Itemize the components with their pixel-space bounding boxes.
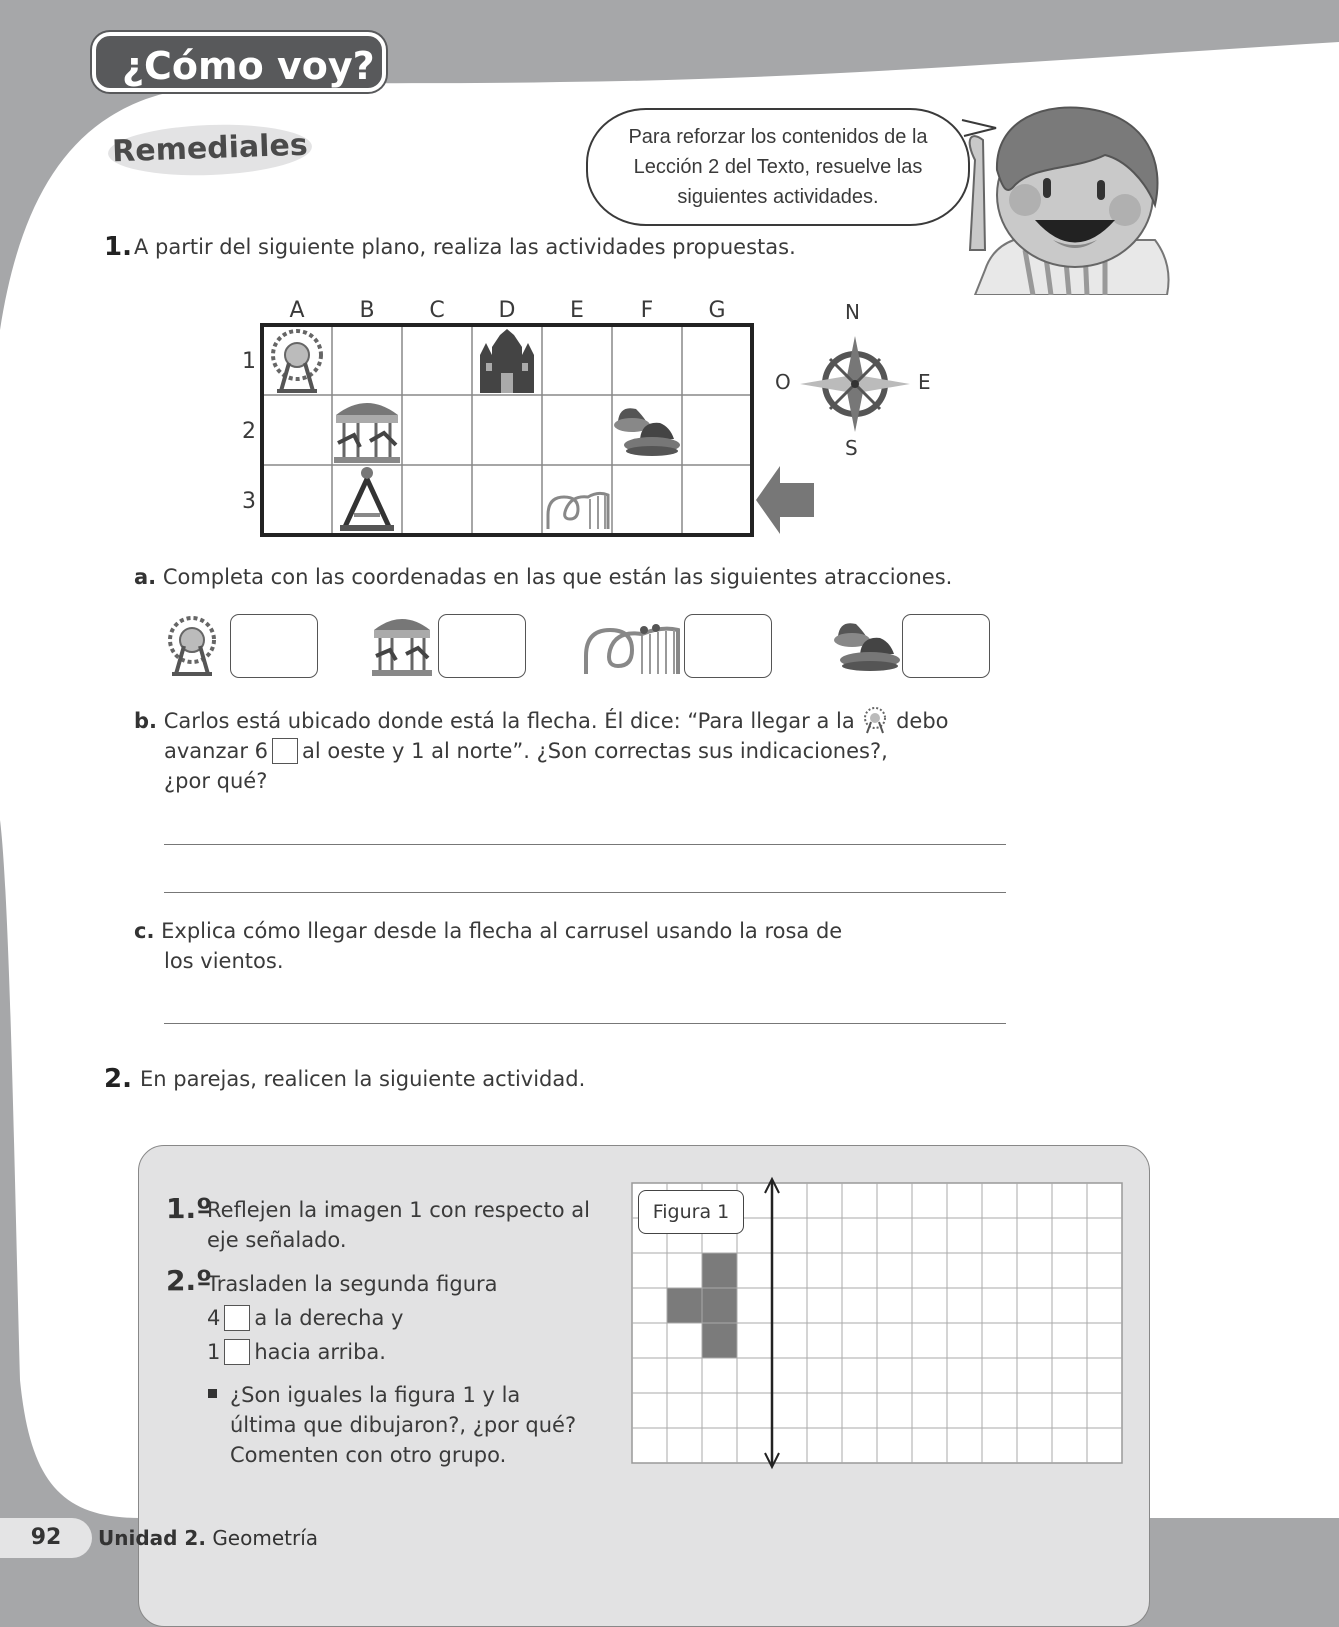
castle-icon [480, 329, 534, 393]
question-1b-line2b: al oeste y 1 al norte”. ¿Son correctas sus indicaciones?, [302, 739, 888, 763]
boy-illustration-icon [955, 100, 1195, 295]
question-2-number: 2. [104, 1064, 132, 1094]
column-label-D: D [498, 298, 516, 323]
figure-1-cell [667, 1288, 702, 1323]
answer-line-1b-1[interactable] [164, 844, 1006, 845]
roller-coaster-icon [582, 616, 682, 676]
footer-unit [98, 1518, 318, 1558]
answer-line-1b-2[interactable] [164, 892, 1006, 893]
step-2-line3-num: 1 [207, 1340, 221, 1364]
question-1b-line1: Carlos está ubicado donde está la flecha. Él dice: “Para llegar a la [163, 709, 855, 733]
bullet-line1: ¿Son iguales la figura 1 y la [230, 1383, 521, 1407]
figure-1-label: Figura 1 [638, 1190, 744, 1234]
start-arrow-icon [756, 466, 814, 534]
question-1b-line2a: avanzar 6 [164, 739, 269, 763]
answer-box-carousel[interactable] [438, 614, 526, 678]
step-1-number: 1.º [166, 1192, 212, 1225]
step-bullet-text [230, 1380, 576, 1470]
carousel-icon [370, 612, 434, 676]
page-title: ¿Cómo voy? [92, 32, 386, 92]
footer-unit-name: Unidad 2 [98, 1526, 199, 1550]
step-2-line2-text: a la derecha y [254, 1306, 404, 1330]
figure-1-cell [702, 1323, 737, 1358]
step-2-number: 2.º [166, 1264, 212, 1297]
speech-bubble [586, 108, 970, 226]
column-label-E: E [570, 298, 584, 323]
bullet-line3: Comenten con otro grupo. [230, 1443, 507, 1467]
attractions-map [225, 290, 825, 540]
footer-topic: Geometría [212, 1526, 319, 1550]
question-1b-label: b. [134, 709, 158, 733]
column-label-B: B [359, 298, 375, 323]
question-1a [134, 562, 952, 592]
figure-1-cell [702, 1253, 737, 1288]
unit-square-icon [272, 738, 298, 764]
figure-1-cell [702, 1288, 737, 1323]
roller-coaster-icon [548, 493, 608, 529]
column-label-G: G [708, 298, 726, 323]
question-1a-label: a. [134, 565, 157, 589]
ferris-wheel-icon [160, 612, 224, 676]
answer-box-ferris-wheel[interactable] [230, 614, 318, 678]
step-1-text [207, 1195, 590, 1255]
compass-west-label: O [775, 370, 791, 394]
step-2-line2-num: 4 [207, 1306, 221, 1330]
compass-north-label: N [845, 300, 860, 324]
footer-dot: . [198, 1526, 206, 1550]
column-label-F: F [640, 298, 654, 323]
answer-box-bumper-cars[interactable] [902, 614, 990, 678]
speech-bubble-text: Para reforzar los contenidos de la Lección 2 del Texto, resuelve las siguientes actividades. [628, 126, 928, 208]
question-1b-line1-end: debo [896, 709, 949, 733]
compass-south-label: S [845, 436, 858, 460]
question-1-number: 1. [104, 232, 132, 262]
step-1-line1: Reflejen la imagen 1 con respecto al [207, 1198, 590, 1222]
compass-east-label: E [918, 370, 931, 394]
bullet-square-icon [208, 1389, 217, 1398]
question-1c-line1: Explica cómo llegar desde la flecha al carrusel usando la rosa de [161, 919, 843, 943]
pendulum-ride-icon [340, 467, 394, 531]
column-label-A: A [289, 298, 305, 323]
question-1b-line3: ¿por qué? [164, 769, 268, 793]
bumper-cars-icon [830, 614, 902, 674]
question-1a-text: Completa con las coordenadas en las que están las siguientes atracciones. [162, 565, 953, 589]
bumper-cars-icon [614, 408, 680, 456]
page-number: 92 [0, 1518, 92, 1558]
ferris-wheel-icon [273, 331, 321, 391]
question-1c-label: c. [134, 919, 155, 943]
unit-square-icon [224, 1305, 250, 1331]
step-2-line1: Trasladen la segunda figura [207, 1272, 498, 1296]
column-label-C: C [429, 298, 445, 323]
section-subtitle: Remediales [107, 121, 313, 178]
row-label-3: 3 [242, 489, 256, 514]
row-label-2: 2 [242, 419, 256, 444]
bullet-line2: última que dibujaron?, ¿por qué? [230, 1413, 577, 1437]
row-label-1: 1 [242, 349, 256, 374]
step-1-line2: eje señalado. [207, 1228, 347, 1252]
question-1c-line2: los vientos. [164, 949, 284, 973]
answer-box-roller-coaster[interactable] [684, 614, 772, 678]
answer-line-1c[interactable] [164, 1023, 1006, 1024]
question-1-text: A partir del siguiente plano, realiza las actividades propuestas. [134, 235, 796, 259]
question-1b [134, 706, 1034, 796]
step-2-line3-text: hacia arriba. [254, 1340, 386, 1364]
ferris-wheel-inline-icon [861, 706, 889, 734]
question-2-text: En parejas, realicen la siguiente actividad. [140, 1067, 586, 1091]
step-2-text [207, 1267, 498, 1369]
question-1c [134, 916, 1034, 976]
carousel-icon [334, 403, 400, 463]
unit-square-icon [224, 1339, 250, 1365]
